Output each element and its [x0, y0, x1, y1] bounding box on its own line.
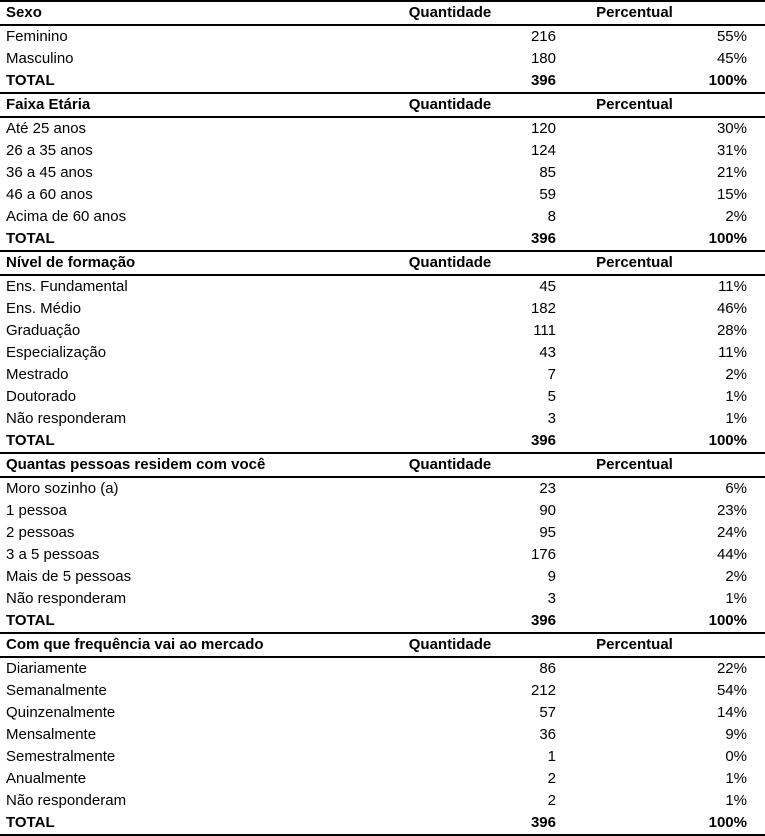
row-quantity: 9 — [547, 568, 556, 585]
row-label: 26 a 35 anos — [6, 142, 93, 159]
row-percent: 1% — [725, 410, 747, 427]
row-percent: 11% — [718, 344, 747, 361]
row-percent: 55% — [716, 28, 747, 45]
column-header-percentual: Percentual — [596, 4, 673, 21]
row-percent: 22% — [716, 660, 747, 677]
table-row — [0, 588, 765, 610]
row-label: 46 a 60 anos — [6, 186, 93, 203]
table-section — [0, 2, 765, 94]
table-row — [0, 408, 765, 430]
column-header-quantidade: Quantidade — [408, 456, 492, 473]
row-label: 2 pessoas — [6, 524, 75, 541]
row-label: Mestrado — [6, 366, 69, 383]
row-quantity: 120 — [530, 120, 556, 137]
table-row — [0, 522, 765, 544]
row-label: Especialização — [6, 344, 107, 361]
table-row — [0, 206, 765, 228]
table-row — [0, 320, 765, 342]
row-quantity: 212 — [530, 682, 556, 699]
row-label: Doutorado — [6, 388, 77, 405]
row-quantity: 5 — [547, 388, 556, 405]
section-header-row — [0, 2, 765, 26]
table-row — [0, 680, 765, 702]
table-section — [0, 94, 765, 252]
column-header-quantidade: Quantidade — [408, 96, 492, 113]
row-quantity: 182 — [530, 300, 556, 317]
section-title: Nível de formação — [6, 254, 136, 271]
row-quantity: 59 — [539, 186, 556, 203]
row-percent: 23% — [716, 502, 747, 519]
table-row — [0, 118, 765, 140]
column-header-percentual: Percentual — [596, 636, 673, 653]
table-row — [0, 702, 765, 724]
row-label: Ens. Médio — [6, 300, 82, 317]
row-label: Graduação — [6, 322, 81, 339]
column-header-percentual: Percentual — [596, 96, 673, 113]
total-label: TOTAL — [6, 814, 55, 831]
total-percent: 100% — [708, 432, 747, 449]
row-quantity: 111 — [533, 322, 556, 339]
table-row — [0, 566, 765, 588]
row-quantity: 85 — [539, 164, 556, 181]
row-label: Mais de 5 pessoas — [6, 568, 132, 585]
row-quantity: 2 — [547, 792, 556, 809]
row-percent: 30% — [716, 120, 747, 137]
row-label: Feminino — [6, 28, 68, 45]
table-row — [0, 298, 765, 320]
section-header-row — [0, 252, 765, 276]
total-quantity: 396 — [530, 612, 556, 629]
row-percent: 2% — [725, 208, 747, 225]
row-label: Não responderam — [6, 590, 127, 607]
row-label: Masculino — [6, 50, 74, 67]
total-row — [0, 70, 765, 94]
row-label: Acima de 60 anos — [6, 208, 127, 225]
table-row — [0, 658, 765, 680]
row-label: Semanalmente — [6, 682, 107, 699]
table-row — [0, 746, 765, 768]
row-percent: 11% — [718, 278, 747, 295]
total-quantity: 396 — [530, 814, 556, 831]
section-title: Faixa Etária — [6, 96, 91, 113]
column-header-quantidade: Quantidade — [408, 4, 492, 21]
row-label: 1 pessoa — [6, 502, 67, 519]
section-title: Sexo — [6, 4, 42, 21]
row-quantity: 90 — [539, 502, 556, 519]
row-percent: 46% — [716, 300, 747, 317]
table-row — [0, 184, 765, 206]
total-percent: 100% — [708, 72, 747, 89]
row-label: Mensalmente — [6, 726, 97, 743]
row-percent: 31% — [716, 142, 747, 159]
section-rows — [0, 478, 765, 610]
table-row — [0, 140, 765, 162]
row-label: Não responderam — [6, 792, 127, 809]
total-quantity: 396 — [530, 432, 556, 449]
row-percent: 1% — [725, 590, 747, 607]
total-label: TOTAL — [6, 612, 55, 629]
total-label: TOTAL — [6, 432, 55, 449]
table-row — [0, 724, 765, 746]
total-row — [0, 228, 765, 252]
table-row — [0, 26, 765, 48]
row-label: Quinzenalmente — [6, 704, 116, 721]
table-row — [0, 500, 765, 522]
row-label: Ens. Fundamental — [6, 278, 128, 295]
total-row — [0, 430, 765, 454]
section-rows — [0, 118, 765, 228]
row-quantity: 86 — [539, 660, 556, 677]
section-title: Com que frequência vai ao mercado — [6, 636, 264, 653]
column-header-percentual: Percentual — [596, 254, 673, 271]
column-header-percentual: Percentual — [596, 456, 673, 473]
section-rows — [0, 658, 765, 812]
section-header-row — [0, 634, 765, 658]
total-percent: 100% — [708, 230, 747, 247]
table-row — [0, 162, 765, 184]
total-quantity: 396 — [530, 72, 556, 89]
row-percent: 28% — [716, 322, 747, 339]
row-label: 3 a 5 pessoas — [6, 546, 100, 563]
row-quantity: 95 — [539, 524, 556, 541]
total-row — [0, 812, 765, 836]
row-percent: 1% — [725, 388, 747, 405]
section-rows — [0, 26, 765, 70]
row-percent: 9% — [725, 726, 747, 743]
total-row — [0, 610, 765, 634]
row-quantity: 216 — [530, 28, 556, 45]
column-header-quantidade: Quantidade — [408, 254, 492, 271]
row-quantity: 3 — [547, 410, 556, 427]
table-section — [0, 454, 765, 634]
table-row — [0, 386, 765, 408]
row-quantity: 1 — [547, 748, 556, 765]
row-label: Diariamente — [6, 660, 87, 677]
row-label: Anualmente — [6, 770, 87, 787]
total-label: TOTAL — [6, 230, 55, 247]
table-row — [0, 342, 765, 364]
total-quantity: 396 — [530, 230, 556, 247]
section-rows — [0, 276, 765, 430]
row-percent: 0% — [725, 748, 747, 765]
row-label: Moro sozinho (a) — [6, 480, 119, 497]
row-quantity: 57 — [539, 704, 556, 721]
total-percent: 100% — [708, 612, 747, 629]
row-percent: 44% — [716, 546, 747, 563]
row-percent: 54% — [716, 682, 747, 699]
row-label: 36 a 45 anos — [6, 164, 93, 181]
row-quantity: 8 — [547, 208, 556, 225]
table-row — [0, 790, 765, 812]
row-quantity: 124 — [530, 142, 556, 159]
row-percent: 1% — [725, 792, 747, 809]
table-row — [0, 48, 765, 70]
row-label: Semestralmente — [6, 748, 116, 765]
row-quantity: 7 — [547, 366, 556, 383]
section-title: Quantas pessoas residem com você — [6, 456, 266, 473]
table-section — [0, 634, 765, 836]
table-row — [0, 768, 765, 790]
row-percent: 14% — [716, 704, 747, 721]
section-header-row — [0, 454, 765, 478]
table-row — [0, 544, 765, 566]
row-percent: 1% — [725, 770, 747, 787]
table-row — [0, 478, 765, 500]
row-percent: 2% — [725, 568, 747, 585]
row-quantity: 23 — [539, 480, 556, 497]
row-percent: 21% — [716, 164, 747, 181]
column-header-quantidade: Quantidade — [408, 636, 492, 653]
row-percent: 24% — [716, 524, 747, 541]
table-row — [0, 276, 765, 298]
row-percent: 15% — [716, 186, 747, 203]
table-section — [0, 252, 765, 454]
row-percent: 45% — [716, 50, 747, 67]
row-quantity: 176 — [530, 546, 556, 563]
row-percent: 2% — [725, 366, 747, 383]
total-label: TOTAL — [6, 72, 55, 89]
row-percent: 6% — [725, 480, 747, 497]
row-label: Não responderam — [6, 410, 127, 427]
row-quantity: 180 — [530, 50, 556, 67]
row-quantity: 45 — [539, 278, 556, 295]
row-quantity: 36 — [539, 726, 556, 743]
total-percent: 100% — [708, 814, 747, 831]
row-quantity: 43 — [539, 344, 556, 361]
row-label: Até 25 anos — [6, 120, 87, 137]
table-row — [0, 364, 765, 386]
row-quantity: 2 — [547, 770, 556, 787]
section-header-row — [0, 94, 765, 118]
row-quantity: 3 — [547, 590, 556, 607]
